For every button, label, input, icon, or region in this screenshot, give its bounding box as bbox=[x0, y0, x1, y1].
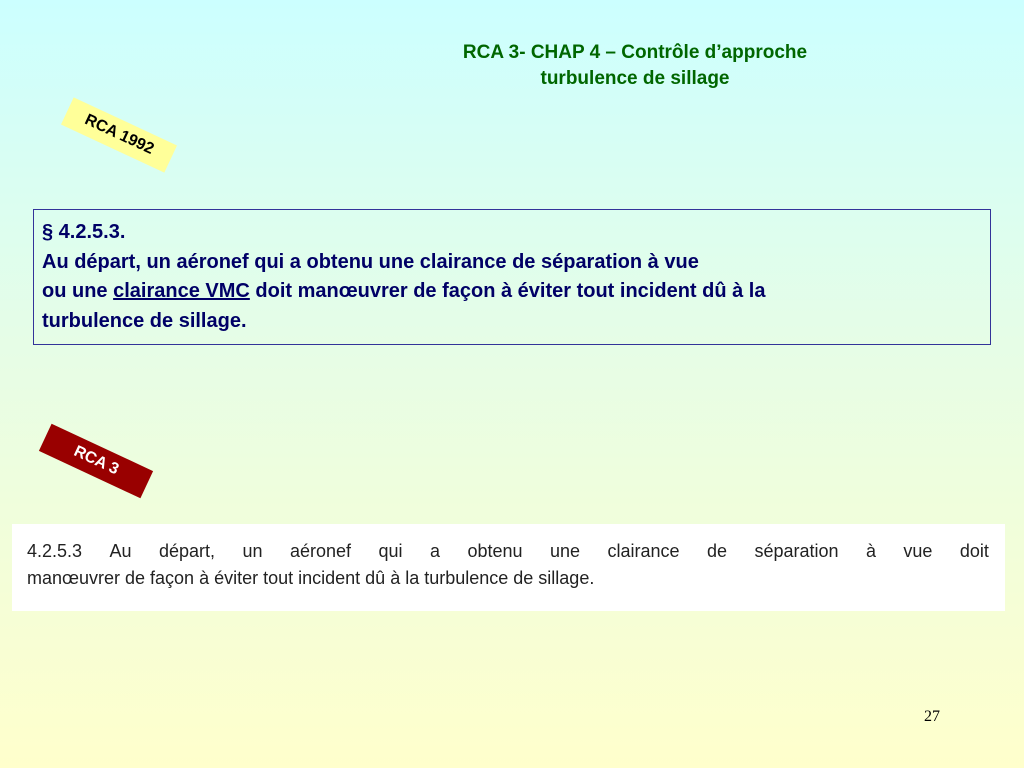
rca-1992-tag: RCA 1992 bbox=[61, 97, 177, 172]
slide-title-line1: RCA 3- CHAP 4 – Contrôle d’approche bbox=[462, 42, 808, 63]
excerpt-word: séparation bbox=[754, 541, 839, 561]
quote-line-1: Au départ, un aéronef qui a obtenu une clairance de séparation à vue bbox=[42, 250, 699, 273]
excerpt-word: a bbox=[429, 541, 440, 561]
slide-title-line2: turbulence de sillage bbox=[540, 68, 730, 89]
excerpt-word: de bbox=[706, 541, 727, 561]
rca-3-tag: RCA 3 bbox=[39, 424, 153, 499]
excerpt-text bbox=[27, 538, 989, 592]
excerpt-line-1 bbox=[27, 538, 989, 565]
slide-title bbox=[320, 40, 950, 92]
excerpt-word: un bbox=[242, 541, 263, 561]
quote-line-2-prefix: ou une bbox=[42, 280, 114, 302]
excerpt-word: obtenu bbox=[467, 541, 523, 561]
excerpt-word: qui bbox=[378, 541, 403, 561]
excerpt-word: aéronef bbox=[289, 541, 352, 561]
page-number: 27 bbox=[924, 708, 940, 725]
quote-line-2 bbox=[42, 277, 982, 307]
excerpt-word: une bbox=[549, 541, 580, 561]
quote-paragraph-number: § 4.2.5.3. bbox=[42, 221, 126, 243]
clairance-vmc-link[interactable]: clairance VMC bbox=[113, 280, 250, 302]
rca-1992-quote-box bbox=[33, 209, 991, 345]
excerpt-word: à bbox=[865, 541, 876, 561]
quote-line-3: turbulence de sillage. bbox=[42, 309, 247, 332]
excerpt-line-2: manœuvrer de façon à éviter tout incident dû à la turbulence de sillage. bbox=[27, 568, 595, 588]
excerpt-word: départ, bbox=[158, 541, 216, 561]
excerpt-word: clairance bbox=[607, 541, 680, 561]
excerpt-word: 4.2.5.3 bbox=[27, 541, 83, 561]
quote-line-2-suffix: doit manœuvrer de façon à éviter tout incident dû à la bbox=[249, 280, 766, 302]
excerpt-word: vue bbox=[903, 541, 933, 561]
excerpt-word: doit bbox=[959, 541, 989, 561]
excerpt-word: Au bbox=[109, 541, 132, 561]
rca-3-excerpt bbox=[12, 524, 1005, 611]
